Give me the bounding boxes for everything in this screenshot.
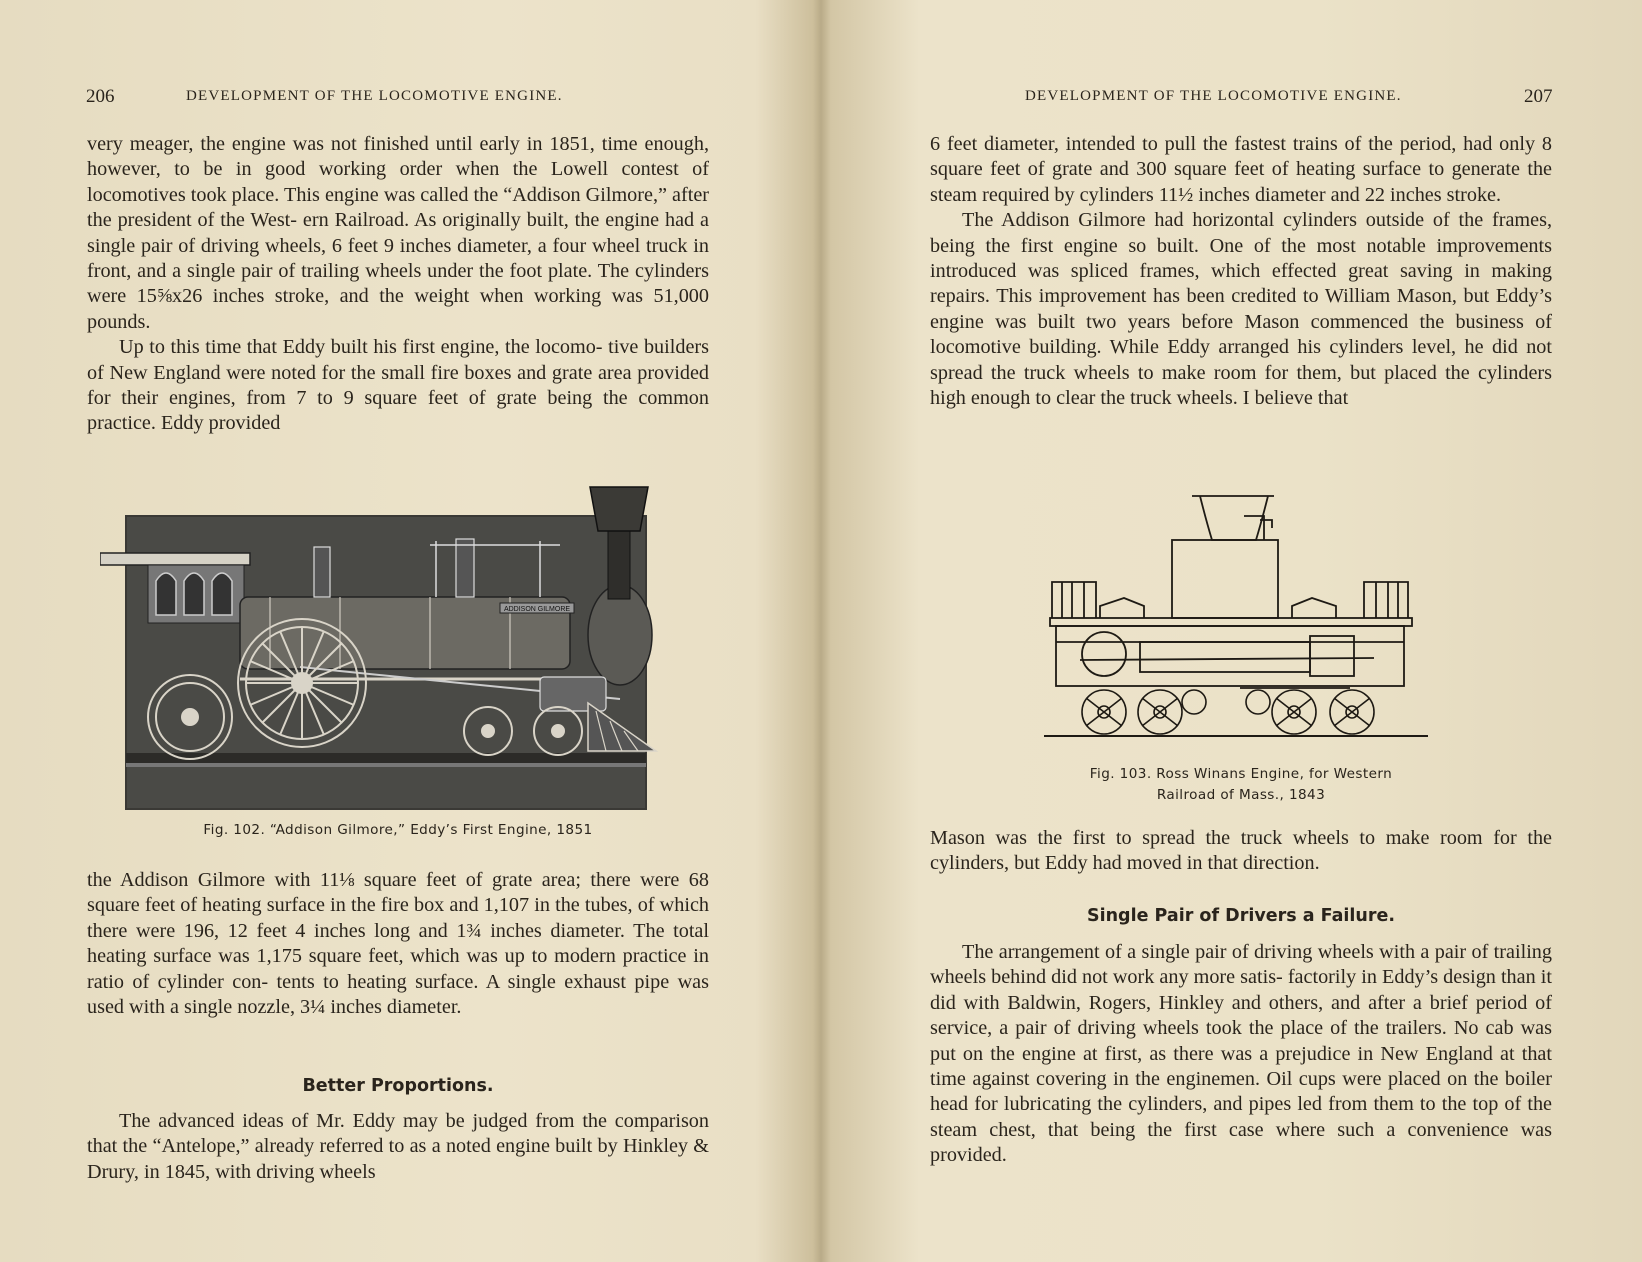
running-head: DEVELOPMENT OF THE LOCOMOTIVE ENGINE. — [186, 88, 563, 104]
section-heading: Better Proportions. — [302, 1076, 494, 1096]
paragraph: 6 feet diameter, intended to pull the fastest trains of the period, had only 8 square feet of grate and 300 square feet of heating surface to generate the steam required by cylinders 11½ inches diameter and 22 inches stroke. — [930, 133, 1552, 206]
text-block-middle — [87, 868, 709, 1020]
text-block-top — [930, 132, 1552, 411]
text-block-middle — [930, 826, 1552, 877]
figure-caption-line: Railroad of Mass., 1843 — [1156, 787, 1326, 803]
paragraph: the Addison Gilmore with 11⅛ square feet of grate area; there were 68 square feet of heating surface in the fire box and 1,107 in the tubes, of which there were 196, 12 feet 4 inches long and 1¾ inches diameter. The total heating surface was 1,175 square feet, which was up to modern practice in ratio of cylinder con- tents to heating surface. A single exhaust pipe was used with a single nozzle, 3¼ inches diameter. — [87, 869, 709, 1019]
paragraph: The advanced ideas of Mr. Eddy may be judged from the comparison that the “Antelope,” already referred to as a noted engine built by Hinkley & Drury, in 1845, with driving wheels — [87, 1110, 709, 1183]
paragraph: Up to this time that Eddy built his first engine, the locomo- tive builders of New England were noted for the small fire boxes and grate area provided for their engines, from 7 to 9 square feet of grate being the common practice. Eddy provided — [87, 336, 709, 435]
section-heading: Single Pair of Drivers a Failure. — [1087, 906, 1395, 926]
text-block-top — [87, 132, 709, 437]
left-page — [0, 0, 818, 1262]
paragraph: Mason was the first to spread the truck wheels to make room for the cylinders, but Eddy had moved in that direction. — [930, 827, 1552, 875]
text-block-bottom — [930, 940, 1552, 1169]
paragraph: The Addison Gilmore had horizontal cylinders outside of the frames, being the first engine so built. One of the most notable improvements introduced was spliced frames, which effected great saving in making repairs. This improvement has been credited to William Mason, but Eddy’s engine was built two years before Mason commenced the business of locomotive building. While Eddy arranged his cylinders level, he did not spread the truck wheels to make room for them, but placed the cylinders high enough to clear the truck wheels. I believe that — [930, 209, 1552, 410]
figure-caption: Fig. 102. “Addison Gilmore,” Eddy’s First Engine, 1851 — [203, 822, 593, 838]
paragraph: The arrangement of a single pair of driving wheels with a pair of trailing wheels behind did not work any more satis- factorily in Eddy’s design than it did with Baldwin, Rogers, Hinkley and others, and after a brief period of service, a pair of driving wheels took the place of the trailers. No cab was put on the engine at first, as there was a prejudice in New England at that time against covering in the enginemen. Oil cups were placed on the boiler head for lubricating the cylinders, and pipes led from them to the top of the steam chest, that being the first case where such a convenience was provided. — [930, 941, 1552, 1167]
right-page — [822, 0, 1642, 1262]
figure-103-locomotive — [1044, 492, 1428, 752]
figure-102-locomotive — [100, 485, 696, 811]
page-number: 206 — [86, 86, 115, 107]
paragraph: very meager, the engine was not finished until early in 1851, time enough, however, to be in good working order when the Lowell contest of locomotives took place. This engine was called the “Addison Gilmore,” after the president of the West- ern Railroad. As originally built, the engine had a single pair of driving wheels, 6 feet 9 inches diameter, a four wheel truck in front, and a single pair of trailing wheels under the foot plate. The cylinders were 15⅝x26 inches stroke, and the weight when working was 51,000 pounds. — [87, 133, 709, 333]
running-head: DEVELOPMENT OF THE LOCOMOTIVE ENGINE. — [1025, 88, 1402, 104]
page-number: 207 — [1524, 86, 1553, 107]
figure-caption-line: Fig. 103. Ross Winans Engine, for Western — [1089, 766, 1393, 782]
figure-caption — [930, 764, 1552, 806]
name-plate: ADDISON GILMORE — [503, 606, 571, 613]
text-block-bottom — [87, 1109, 709, 1185]
